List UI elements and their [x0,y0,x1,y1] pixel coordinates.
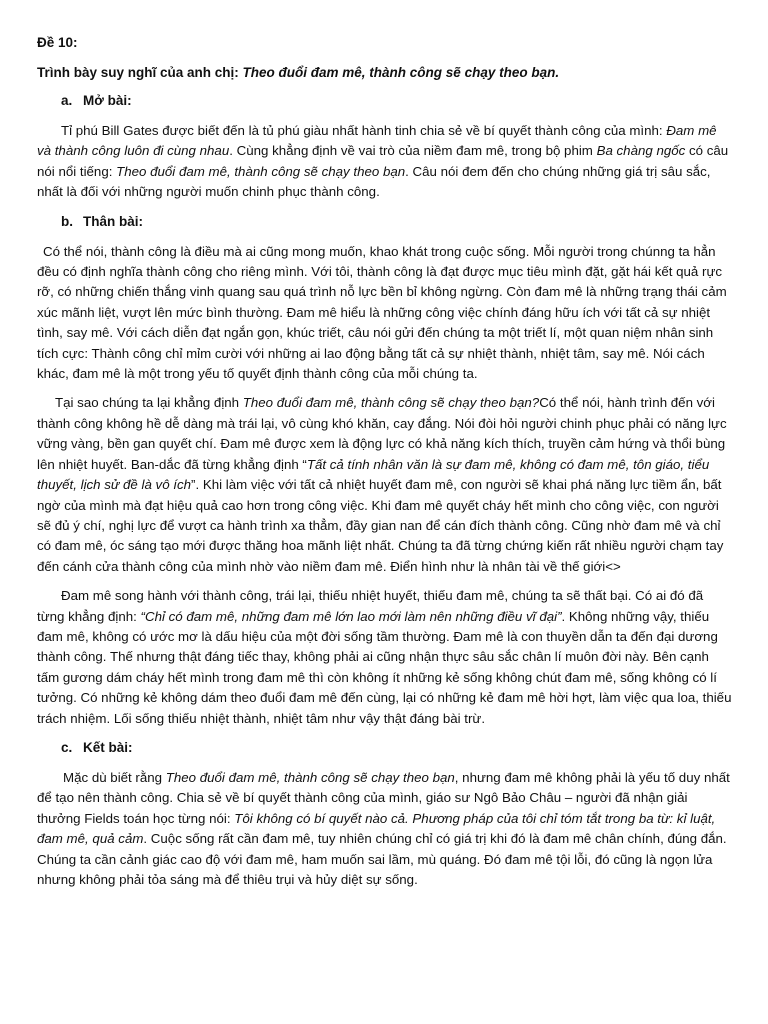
text-run: ”. Khi làm việc với tất cả nhiệt huyết đam mê, con người sẽ khai phá năng lực tiềm ẩn, bất ngờ của mình mà đạt hiệu quả cao hơn trong công việc. Khi đam mê quyết cháy hết mình cho công việc, con người sẽ đủ ý chí, nghị lực để vượt ca hành trình xa thẳm, đầy gian nan để cán đích thành công. Cũng nhờ đam mê và chỉ có đam mê, óc sáng tạo mới được thăng hoa mãnh liệt nhất. Chúng ta đã từng chứng kiến rất nhiều người chạm tay đến cánh cửa thành công của mình nhờ vào niềm đam mê. Điển hình như là nhân tài về thế giới<> [37,477,724,574]
prompt-lead: Trình bày suy nghĩ của anh chị: [37,65,243,80]
body-letter: b. [61,213,73,229]
exam-title: Đề 10: [37,35,78,50]
text-run: , nhưng đam mê không phải là yếu tố duy nhất để tạo nên thành công. Chia sẻ về bí quyết thành công của mình, giáo sư Ngô Bảo Châu – người đã nhận giải thưởng Fields toán học từng nói: [37,769,730,826]
text-run: Tại sao chúng ta lại khẳng định [55,395,243,411]
italic-run: Tất cả tính nhân văn là sự đam mê, không có đam mê, tôn giáo, tiểu thuyết, lịch sử đề là vô ích [37,456,710,493]
body-heading-label: Thân bài: [83,213,143,229]
italic-run: “Chỉ có đam mê, những đam mê lớn lao mới làm nên những điều vĩ đại” [140,608,562,624]
text-run: Đam mê song hành với thành công, trái lại, thiếu nhiệt huyết, thiếu đam mê, chúng ta sẽ thất bại. Có ai đó đã từng khẳng định: [37,588,704,624]
italic-run: Đam mê và thành công luôn đi cùng nhau [37,123,717,159]
text-run: có câu nói nổi tiếng: [37,143,729,179]
conclusion-paragraph [37,768,732,890]
italic-run: Theo đuổi đam mê, thành công sẽ chạy theo bạn? [242,395,540,411]
italic-run: Theo đuổi đam mê, thành công sẽ chạy theo bạn [165,769,455,785]
conclusion-heading [61,738,732,758]
text-run: Mặc dù biết rằng [63,769,166,785]
conclusion-heading-label: Kết bài: [83,739,133,755]
intro-paragraph [37,121,732,203]
italic-run: Theo đuổi đam mê, thành công sẽ chạy theo bạn [116,163,406,179]
italic-run: Ba chàng ngốc [596,143,686,159]
essay-prompt [37,63,732,83]
text-run: Tỉ phú Bill Gates được biết đến là tủ phú giàu nhất hành tinh chia sẻ về bí quyết thành công của mình: [61,123,667,138]
text-run: . Cuộc sống rất cần đam mê, tuy nhiên chúng chỉ có giá trị khi đó là đam mê chân chính, đúng đắn. Chúng ta cần cảnh giác cao độ với đam mê, ham muốn sai lầm, mù quáng. Đó đam mê tội lỗi, đó cũng là ngọn lửa nhưng không phải tỏa sáng mà để thiêu trụi và hủy diệt sự sống. [37,831,727,887]
italic-run: Tôi không có bí quyết nào cả. Phương pháp của tôi chỉ tóm tắt trong ba từ: kỉ luật, đam mê, quả cảm [37,810,716,847]
body-paragraph-1: Có thể nói, thành công là điều mà ai cũng mong muốn, khao khát trong cuộc sống. Mỗi người trong chúnng ta hẳn đều có định nghĩa thành công cho riêng mình. Với tôi, thành công là đạt được mục tiêu mình đặt, gặt hái kết quả rực rỡ, có những chiến thắng vinh quang sau quá trình nỗ lực bền bỉ không ngừng. Còn đam mê là những trạng thái cảm xúc mãnh liệt, vượt lên mức bình thường. Đam mê hiểu là những công việc chính đáng hữu ích với tất cả sự nhiệt tình, say mê. Với cách diễn đạt ngắn gọn, khúc triết, câu nói gửi đến chúng ta một triết lí, một quan niệm nhân sinh tích cực: Thành công chỉ mỉm cười với những ai lao động bằng tất cả sự nhiệt thành, nhiệt tâm, say mê. Nói cách khác, đam mê là một trong yếu tố quyết định thành công của mỗi chúng ta. [37,243,727,382]
intro-letter: a. [61,93,73,108]
text-run: Có thể nói, hành trình đến với thành công không hề dễ dàng mà trái lại, vô cùng khó khăn, cay đắng. Nói đòi hỏi người chinh phục phải có năng lực vững vàng, bền gan quyết chí. Đam mê được xem là động lực có khả năng kích thích, truyền cảm hứng và thổi bùng lên nhiệt huyết. Ban-dắc đã từng khẳng định “ [37,395,727,472]
body-heading [61,212,732,232]
text-run: . Không những vậy, thiếu đam mê, không có ước mơ là dấu hiệu của một đời sống tầm thường. Đam mê là con thuyền dẫn ta đến đại dương thành công. Thế nhưng thật đáng tiếc thay, không phải ai cũng nhận thực sâu sắc chân lí muôn đời này. Bên cạnh tấm gương dám cháy hết mình trong đam mê thì còn không ít những kẻ sống không chút đam mê, sống không có lí tưởng. Có những kẻ không dám theo đuổi đam mê đến cùng, lại có những kẻ đam mê hời hợt, làm việc qua loa, thiếu trách nhiệm. Lối sống thiếu nhiệt thành, nhiệt tâm như vậy thật đáng bài trừ. [37,608,732,726]
body-paragraph-2 [37,393,732,577]
intro-heading [61,91,732,111]
text-run: . Cùng khẳng định về vai trò của niềm đam mê, trong bộ phim [229,143,597,159]
intro-heading-label: Mở bài: [83,93,132,108]
body-paragraph-3 [37,586,732,729]
prompt-quote: Theo đuổi đam mê, thành công sẽ chạy theo bạn. [242,65,560,80]
text-run: . Câu nói đem đến cho chúng những giá trị sâu sắc, nhất là đối với những người muốn chinh phục thành công. [37,163,711,200]
conclusion-letter: c. [61,739,73,755]
